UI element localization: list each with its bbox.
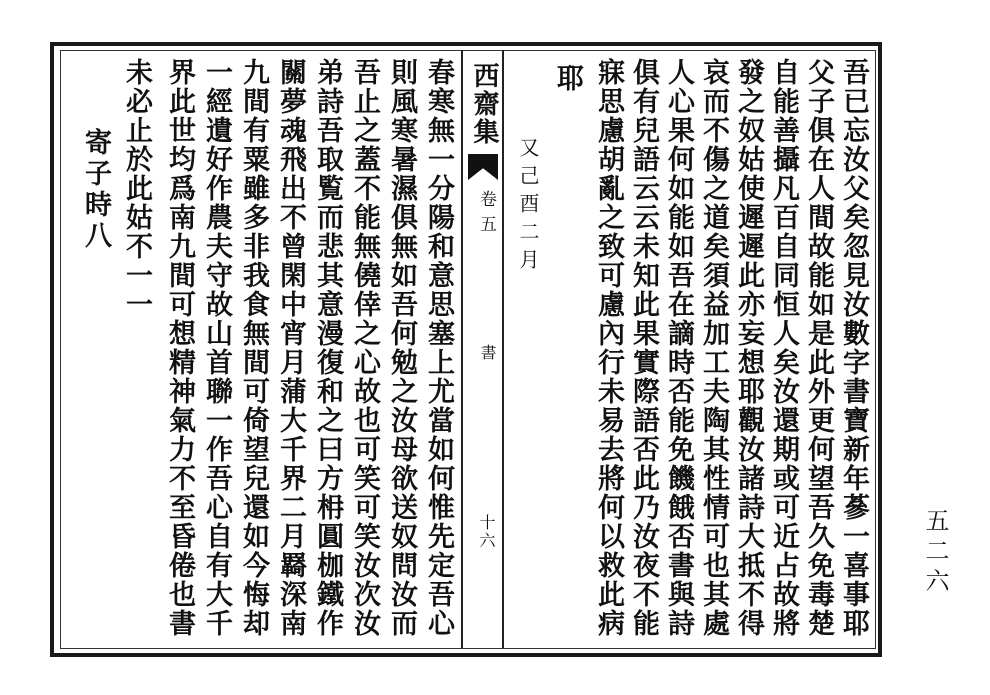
- text-column: 人心果何如能如吾在謫時否能免饑餓否書與詩: [663, 58, 694, 638]
- volume-label: 卷五: [476, 190, 496, 240]
- text-column: 發之奴姑使遲遲此亦妄想耶觀汝諸詩大抵不得: [733, 58, 764, 638]
- text-column: 則風寒暑濕俱無如吾何勉之汝母欲送奴問汝而: [386, 58, 417, 638]
- text-column: 關夢魂飛出不曾閑中宵月蒲大千界二月羇深南: [275, 58, 306, 638]
- page-number: 五二六: [921, 508, 949, 598]
- section-label: 書: [478, 344, 497, 360]
- text-column: 一經遺好作農夫守故山首聯一作吾心自有大千: [201, 58, 232, 638]
- text-column: 弟詩吾取覧而悲其意漫復和之曰方枏圓枷鐵作: [312, 58, 343, 638]
- text-column: 吾已忘汝父矣忽見汝數字書寶新年蔘一喜事耶: [838, 58, 869, 638]
- text-column: 寐思慮胡亂之致可慮內行未易去將何以救此病: [593, 58, 624, 638]
- next-letter-heading: 寄子時八: [80, 128, 111, 252]
- leaf-number: 十六: [477, 514, 496, 550]
- text-column: 父子俱在人間故能如是此外更何望吾久免毒楚: [803, 58, 834, 638]
- text-column: 春寒無一分陽和意思塞上尤當如何惟先定吾心: [423, 58, 454, 638]
- text-column: 吾止之蓋不能無僥倖之心故也可笑可笑汝次汝: [349, 58, 380, 638]
- text-column: 俱有兒語云云未知此果實際語否此乃汝夜不能: [628, 58, 659, 638]
- text-column: 哀而不傷之道矣須益加工夫陶其性情可也其處: [698, 58, 729, 638]
- letter-heading: 又己酉二月: [516, 137, 540, 277]
- text-column: 未必止於此姑不一一: [121, 58, 152, 319]
- text-column: 耶: [552, 64, 583, 91]
- text-column: 九間有粟雖多非我食無間可倚望兒還如今悔却: [238, 58, 269, 638]
- text-column: 界此世均爲南九間可想精神氣力不至昏倦也書: [164, 58, 195, 638]
- text-column: 自能善攝凡百自同恒人矣汝還期或可近占故將: [768, 58, 799, 638]
- book-title: 西齋集: [469, 62, 499, 146]
